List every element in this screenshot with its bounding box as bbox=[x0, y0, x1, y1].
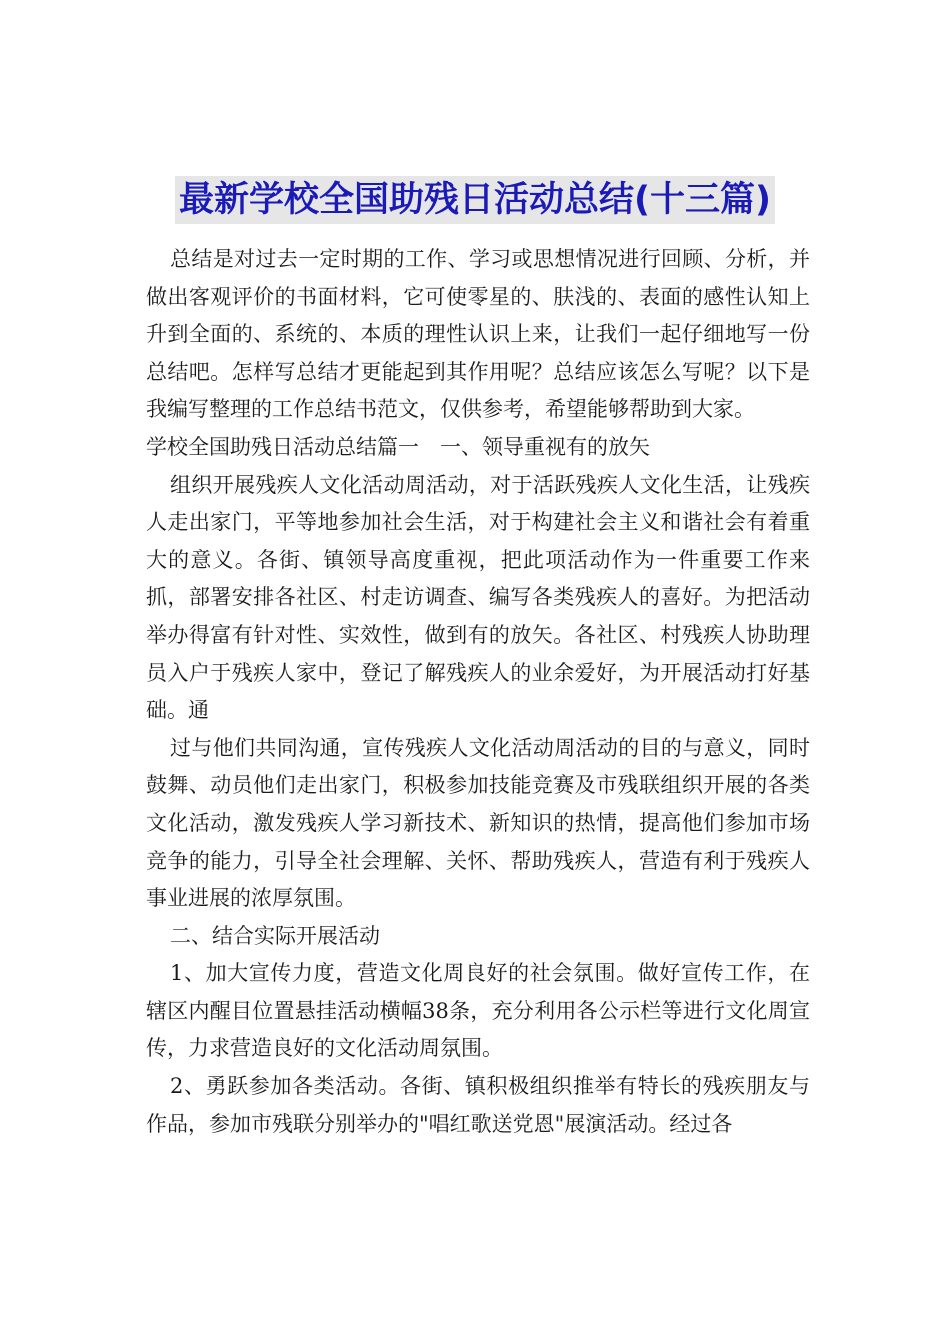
title-wrap bbox=[0, 176, 950, 224]
paragraph: 学校全国助残日活动总结篇一 一、领导重视有的放矢 bbox=[146, 434, 650, 459]
paragraph: 过与他们共同沟通，宣传残疾人文化活动周活动的目的与意义，同时鼓舞、动员他们走出家门，积极参加技能竞赛及市残联组织开展的各类文化活动，激发残疾人学习新技术、新知识的热情，提高他们参加市场竞争的能力，引导全社会理解、关怀、帮助残疾人，营造有利于残疾人事业进展的浓厚氛围。 bbox=[146, 735, 810, 911]
paragraph: 二、结合实际开展活动 bbox=[170, 923, 380, 948]
paragraph: 总结是对过去一定时期的工作、学习或思想情况进行回顾、分析，并做出客观评价的书面材料，它可使零星的、肤浅的、表面的感性认知上升到全面的、系统的、本质的理性认识上来，让我们一起仔细地写一份总结吧。怎样写总结才更能起到其作用呢？总结应该怎么写呢？以下是我编写整理的工作总结书范文，仅供参考，希望能够帮助到大家。 bbox=[146, 247, 810, 422]
paragraph: 组织开展残疾人文化活动周活动，对于活跃残疾人文化生活，让残疾人走出家门，平等地参加社会生活，对于构建社会主义和谐社会有着重大的意义。各街、镇领导高度重视，把此项活动作为一件重要工作来抓，部署安排各社区、村走访调查、编写各类残疾人的喜好。为把活动举办得富有针对性、实效性，做到有的放矢。各社区、村残疾人协助理员入户于残疾人家中，登记了解残疾人的业余爱好，为开展活动打好基础。通 bbox=[146, 472, 810, 723]
paragraph: 2、勇跃参加各类活动。各街、镇积极组织推举有特长的残疾朋友与作品，参加市残联分别举办的"唱红歌送党恩"展演活动。经过各 bbox=[146, 1074, 810, 1136]
paragraph: 1、加大宣传力度，营造文化周良好的社会氛围。做好宣传工作，在辖区内醒目位置悬挂活动横幅38条，充分利用各公示栏等进行文化周宣传，力求营造良好的文化活动周氛围。 bbox=[146, 961, 810, 1061]
document-title: 最新学校全国助残日活动总结(十三篇) bbox=[175, 176, 775, 224]
document-body bbox=[146, 241, 810, 1143]
